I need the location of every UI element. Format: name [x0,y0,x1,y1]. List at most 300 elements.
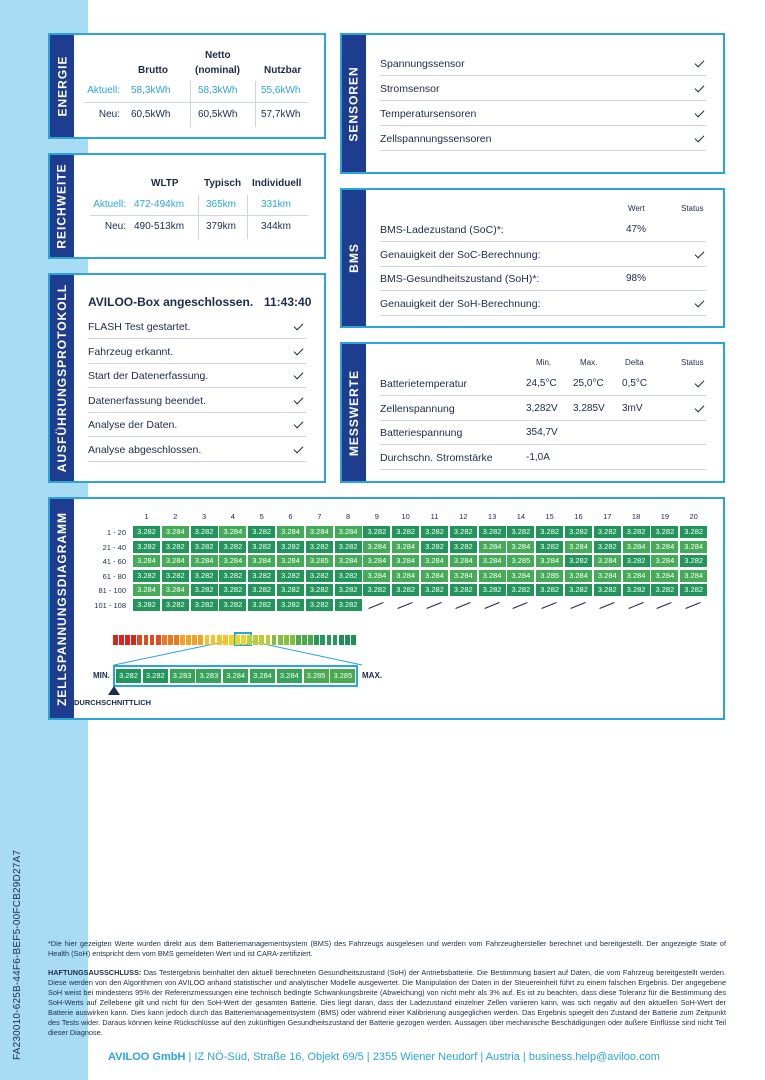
cell-voltage: 3.284 [162,584,189,596]
protokoll-card [48,273,326,483]
cell-voltage: 3.284 [507,541,534,553]
gradient-segment [339,635,344,645]
cell-voltage: 3.284 [651,541,678,553]
grid-column-label: 13 [487,512,497,521]
cell-voltage: 3.282 [680,555,707,567]
empty-cell-mark [599,602,614,609]
divider [380,241,706,242]
cell-voltage: 3.282 [565,584,592,596]
zellspannung-tab: ZELLSPANNUNGSDIAGRAMM [50,499,74,718]
check-icon [695,378,705,388]
cell-voltage: 3.284 [536,555,563,567]
energie-header-netto-1: Netto [205,50,231,61]
bms-header-status: Status [681,204,704,213]
protokoll-heading: AVILOO-Box angeschlossen. [88,295,254,309]
messwert-min: 354,7V [526,427,558,438]
gradient-segment [144,635,149,645]
empty-cell-mark [657,602,672,609]
legend-cell: 3.284 [223,669,248,683]
gradient-segment [351,635,356,645]
cell-voltage: 3.282 [507,526,534,538]
sensor-item: Spannungssensor [380,58,465,70]
reichweite-neu-wltp: 490-513km [134,221,185,232]
divider [198,195,199,239]
cell-voltage: 3.284 [392,541,419,553]
gradient-segment [186,635,191,645]
footer-disclaimer [48,968,726,1038]
messwert-row-label: Durchschn. Stromstärke [380,451,493,464]
grid-column-label: 14 [516,512,526,521]
grid-row-label: 61 - 80 [102,571,126,581]
divider [380,469,706,470]
reichweite-neu-individuell: 344km [261,221,292,232]
protokoll-item: Analyse abgeschlossen. [88,443,202,456]
cell-voltage: 3.284 [162,555,189,567]
messwert-row-label: Batteriespannung [380,427,463,439]
check-icon [294,443,304,453]
cell-voltage: 3.282 [479,584,506,596]
divider [84,102,308,103]
legend-cell: 3.285 [330,669,355,683]
cell-voltage: 3.284 [565,570,592,582]
grid-column-label: 20 [689,512,698,521]
sensor-item: Temperatursensoren [380,108,477,120]
protokoll-item: Datenerfassung beendet. [88,394,206,407]
check-icon [695,402,705,412]
reichweite-row-aktuell-label: Aktuell: [93,199,126,210]
divider [255,81,256,127]
check-icon [695,133,705,143]
gradient-segment [266,635,271,645]
divider [90,215,308,216]
divider [380,125,706,126]
cell-voltage: 3.282 [306,584,333,596]
empty-cell-mark [398,602,413,609]
cell-voltage: 3.282 [536,526,563,538]
gradient-segment [320,635,325,645]
gradient-segment [308,635,313,645]
cell-voltage: 3.282 [162,541,189,553]
check-icon [294,345,304,355]
cell-voltage: 3.282 [191,570,218,582]
cell-voltage: 3.284 [133,584,160,596]
bms-row-label: BMS-Gesundheitszustand (SoH)*: [380,273,540,285]
cell-voltage: 3.282 [594,584,621,596]
cell-voltage: 3.282 [335,570,362,582]
legend-cell: 3.283 [170,669,195,683]
gradient-segment [235,635,240,645]
gradient-segment [247,635,252,645]
cell-voltage: 3.284 [363,555,390,567]
cell-voltage: 3.284 [277,526,304,538]
reichweite-aktuell-wltp: 472-494km [134,199,185,210]
cell-voltage: 3.284 [450,570,477,582]
sensoren-tab: SENSOREN [342,35,366,172]
grid-row-label: 101 - 108 [94,601,126,610]
cell-voltage: 3.282 [219,599,246,611]
energie-header-nutzbar: Nutzbar [264,65,302,76]
cell-voltage: 3.282 [536,584,563,596]
divider [88,461,306,462]
cell-voltage: 3.282 [248,584,275,596]
cell-voltage: 3.282 [133,526,160,538]
grid-row-label: 81 - 100 [98,586,126,596]
cell-voltage: 3.282 [306,541,333,553]
gradient-segment [113,635,118,645]
gradient-segment [125,635,130,645]
cell-voltage: 3.284 [392,570,419,582]
check-icon [695,297,705,307]
bms-row-value: 47% [626,224,647,235]
gradient-segment [290,635,295,645]
legend-max-label: MAX. [362,671,382,680]
cell-voltage: 3.282 [363,584,390,596]
cell-voltage: 3.282 [277,584,304,596]
gradient-segment [150,635,155,645]
cell-voltage: 3.282 [219,570,246,582]
cell-voltage: 3.282 [335,599,362,611]
cell-voltage: 3.282 [680,526,707,538]
cell-voltage: 3.284 [191,555,218,567]
cell-voltage: 3.284 [421,570,448,582]
cell-voltage: 3.282 [248,599,275,611]
gradient-segment [284,635,289,645]
cell-voltage: 3.282 [536,541,563,553]
bms-card [340,188,725,328]
reichweite-tab: REICHWEITE [50,155,74,257]
empty-cell-mark [426,602,441,609]
empty-cell-mark [542,602,557,609]
cell-voltage: 3.282 [565,555,592,567]
check-icon [294,419,304,429]
divider [380,395,706,396]
grid-row-label: 21 - 40 [102,542,126,552]
average-marker-icon [108,686,120,695]
cell-voltage: 3.284 [450,555,477,567]
divider [380,444,706,445]
messwerte-header-status: Status [681,358,704,367]
reichweite-aktuell-typisch: 365km [206,199,237,210]
messwerte-card [340,342,725,483]
cell-voltage: 3.284 [594,555,621,567]
grid-column-label: 6 [288,512,293,521]
empty-cell-mark [455,602,470,609]
protokoll-item: FLASH Test gestartet. [88,321,191,333]
gradient-segment [198,635,203,645]
cell-voltage: 3.282 [651,526,678,538]
gradient-segment [223,635,228,645]
bms-row-label: Genauigkeit der SoC-Berechnung: [380,248,541,261]
protokoll-item: Start der Datenerfassung. [88,370,209,382]
gradient-segment [333,635,338,645]
grid-column-label: 8 [346,512,351,521]
sensoren-card [340,33,725,174]
cell-voltage: 3.282 [450,584,477,596]
cell-voltage: 3.284 [680,541,707,553]
cell-voltage: 3.282 [335,541,362,553]
cell-voltage: 3.282 [507,584,534,596]
gradient-segment [162,635,167,645]
divider [380,75,706,76]
check-icon [294,394,304,404]
cell-voltage: 3.282 [623,555,650,567]
grid-column-label: 5 [259,512,264,521]
gradient-segment [131,635,136,645]
divider [380,150,706,151]
reichweite-header-individuell: Individuell [252,178,302,189]
empty-cell-mark [513,602,528,609]
cell-voltage: 3.284 [651,555,678,567]
gradient-segment [253,635,258,645]
messwerte-tab: MESSWERTE [342,344,366,481]
empty-cell-mark [570,602,585,609]
divider [380,100,706,101]
gradient-segment [296,635,301,645]
cell-voltage: 3.284 [680,570,707,582]
grid-column-label: 3 [202,512,207,521]
cell-voltage: 3.284 [219,526,246,538]
messwerte-header-max: Max. [580,358,598,367]
divider [380,266,706,267]
gradient-segment [229,635,234,645]
cell-voltage: 3.282 [594,526,621,538]
cell-voltage: 3.282 [479,526,506,538]
disclaimer-text: Das Testergebnis beinhaltet den aktuell berechneten Gesundheitszustand (SoH) der Antriebsbatterie. Die Bestimmung basiert auf Daten, die vom Fahrzeug bereitgestellt werden. Diese werden von den Algorithmen von AVILOO anhand statistischer und analytischer Modelle ausgewertet. Die Manipulation der Daten in der Steuereinheit führt zu einem falschen Ergebnis. Der angegebene SoH weist bei mindestens 95% der Referenzmessungen eine technisch bedingte Schwankungsbreite (Abweichung) von nicht mehr als 3% auf. Es ist zu beachten, dass diese Toleranz für die Bestimmung des SoH-Werts auf Zellebene gilt und nicht für den SoH-Wert der gesamten Batterie. Dies liegt daran, dass der Ladezustand einzelner Zellen variieren kann, was sich negativ auf den aktuellen SoH-Wert der Batterie auswirken kann. Dies kann jedoch durch das Batteriemanagementsystem (BMS) oder während einer Kalibrierung ausgeglichen werden. Das Ergebnis spiegelt den Zustand der Batterie zum Zeitpunkt des Tests wider. Daraus können keine Rückschlüsse auf den zukünftigen Gesundheitszustand der Batterie gezogen werden. Aussagen über mechanische Beschädigungen oder äußere Einflüsse sind nicht Teil dieser Diagnose. [48,968,727,1037]
reichweite-header-wltp: WLTP [151,178,179,189]
grid-column-label: 18 [631,512,641,521]
legend-cell: 3.282 [116,669,141,683]
cell-voltage: 3.282 [421,584,448,596]
messwert-max: 25,0°C [573,378,604,389]
energie-row-aktuell-label: Aktuell: [87,85,120,96]
divider [190,81,191,127]
gradient-segment [192,635,197,645]
grid-column-label: 12 [459,512,468,521]
empty-cell-mark [686,602,701,609]
empty-cell-mark [369,602,384,609]
divider [380,290,706,291]
grid-column-label: 15 [545,512,554,521]
cell-voltage: 3.282 [335,584,362,596]
gradient-segment [217,635,222,645]
divider [380,315,706,316]
cell-voltage: 3.282 [219,584,246,596]
cell-voltage: 3.282 [219,541,246,553]
reichweite-neu-typisch: 379km [206,221,237,232]
disclaimer-title: HAFTUNGSAUSSCHLUSS: [48,968,142,977]
energie-neu-netto: 60,5kWh [198,109,238,120]
grid-column-label: 7 [317,512,322,521]
messwert-row-label: Batterietemperatur [380,378,467,390]
messwert-delta: 3mV [622,402,643,414]
document-id: FA230010-625B-44F6-BEF5-00FCB29D27A7 [12,849,23,1060]
bms-row-label: Genauigkeit der SoH-Berechnung: [380,297,541,310]
empty-cell-mark [628,602,643,609]
cell-voltage: 3.282 [191,599,218,611]
cell-voltage: 3.284 [363,570,390,582]
cell-voltage: 3.284 [162,526,189,538]
protokoll-tab: AUSFÜHRUNGSPROTOKOLL [50,275,74,481]
messwert-min: 3,282V [526,402,558,414]
check-icon [695,248,705,258]
messwert-min: -1,0A [526,451,550,463]
cell-voltage: 3.284 [623,541,650,553]
cell-voltage: 3.282 [277,599,304,611]
divider [380,420,706,421]
cell-voltage: 3.282 [594,541,621,553]
cell-voltage: 3.282 [133,570,160,582]
cell-voltage: 3.284 [507,570,534,582]
energie-tab: ENERGIE [50,35,74,137]
legend-cell: 3.285 [304,669,329,683]
legend-cell: 3.282 [143,669,168,683]
cell-voltage: 3.284 [421,555,448,567]
messwert-row-label: Zellenspannung [380,402,455,415]
cell-voltage: 3.282 [277,570,304,582]
gradient-segment [137,635,142,645]
sensor-item: Zellspannungssensoren [380,133,492,145]
energie-aktuell-brutto: 58,3kWh [131,85,171,96]
bms-row-label: BMS-Ladezustand (SoC)*: [380,224,504,236]
messwerte-header-min: Min. [536,358,552,367]
divider [88,338,306,339]
empty-cell-mark [484,602,499,609]
bms-tab: BMS [342,190,366,326]
grid-column-label: 16 [574,512,583,521]
messwerte-header-delta: Delta [625,358,644,367]
cell-voltage: 3.282 [392,584,419,596]
energie-aktuell-nutzbar: 55,6kWh [261,85,301,96]
protokoll-item: Fahrzeug erkannt. [88,345,174,358]
cell-voltage: 3.284 [133,555,160,567]
footer-address [108,1051,660,1063]
cell-voltage: 3.284 [565,541,592,553]
protokoll-item: Analyse der Daten. [88,419,178,431]
energie-header-netto-2: (nominal) [195,65,240,76]
cell-voltage: 3.284 [479,570,506,582]
messwert-delta: 0,5°C [622,378,648,389]
cell-voltage: 3.282 [162,570,189,582]
cell-voltage: 3.282 [392,526,419,538]
gradient-segment [259,635,264,645]
gradient-segment [174,635,179,645]
reichweite-header-typisch: Typisch [204,178,242,189]
gradient-segment [272,635,277,645]
cell-voltage: 3.282 [421,526,448,538]
divider [88,387,306,388]
grid-column-label: 17 [603,512,612,521]
reichweite-aktuell-individuell: 331km [261,199,292,210]
messwert-max: 3,285V [573,402,605,414]
reichweite-card [48,153,326,259]
gradient-segment [211,635,216,645]
grid-row-label: 1 - 20 [106,528,126,537]
cell-voltage: 3.285 [507,555,534,567]
gradient-segment [156,635,161,645]
cell-voltage: 3.282 [363,526,390,538]
energie-card [48,33,326,139]
cell-voltage: 3.282 [651,584,678,596]
check-icon [695,108,705,118]
cell-voltage: 3.282 [191,526,218,538]
check-icon [294,370,304,380]
footer-note: *Die hier gezeigten Werte wurden direkt aus dem Batteriemanagementsystem (BMS) des Fahrzeugs ausgelesen und werden vom Fahrzeughersteller berechnet und bereitgestellt. Der angezeigte State of Health (SoH) entspricht dem vom BMS gemeldeten Wert und ist CARA-zertifiziert. [48,939,726,958]
energie-neu-nutzbar: 57,7kWh [261,109,301,120]
cell-voltage: 3.284 [651,570,678,582]
protokoll-time: 11:43:40 [264,295,312,309]
cell-voltage: 3.282 [191,541,218,553]
cell-voltage: 3.282 [421,541,448,553]
divider [88,363,306,364]
gradient-segment [119,635,124,645]
divider [88,436,306,437]
cell-voltage: 3.282 [306,599,333,611]
cell-voltage: 3.282 [565,526,592,538]
energie-row-neu-label: Neu: [98,109,120,120]
gradient-segment [205,635,210,645]
gradient-segment [180,635,185,645]
cell-voltage: 3.284 [623,570,650,582]
cell-voltage: 3.284 [363,541,390,553]
cell-voltage: 3.282 [248,541,275,553]
cell-voltage: 3.282 [623,526,650,538]
grid-row-label: 41 - 60 [102,557,126,567]
grid-column-label: 19 [660,512,670,521]
cell-voltage: 3.282 [623,584,650,596]
energie-aktuell-netto: 58,3kWh [198,85,238,96]
check-icon [695,58,705,68]
legend-cell: 3.284 [250,669,275,683]
cell-voltage: 3.284 [248,555,275,567]
grid-column-label: 4 [230,512,235,521]
gradient-segment [168,635,173,645]
cell-voltage: 3.282 [248,570,275,582]
gradient-segment [302,635,307,645]
check-icon [294,321,304,331]
energie-neu-brutto: 60,5kWh [131,109,171,120]
sensor-item: Stromsensor [380,83,440,95]
grid-column-label: 1 [144,512,149,521]
divider [88,412,306,413]
grid-column-label: 2 [173,512,178,521]
energie-header-brutto: Brutto [138,65,168,76]
cell-voltage: 3.282 [277,541,304,553]
grid-column-label: 10 [401,512,410,521]
gradient-segment [345,635,350,645]
cell-voltage: 3.284 [479,541,506,553]
footer-company: AVILOO GmbH [108,1051,186,1063]
cell-voltage: 3.284 [277,555,304,567]
cell-voltage: 3.284 [335,555,362,567]
cell-voltage: 3.282 [248,526,275,538]
grid-column-label: 9 [374,512,379,521]
cell-voltage: 3.285 [306,555,333,567]
legend-cell: 3.284 [277,669,302,683]
footer-address-line: | IZ NÖ-Süd, Straße 16, Objekt 69/5 | 2355 Wiener Neudorf | Austria | business.help@aviloo.com [188,1051,660,1063]
legend-avg-label: DURCHSCHNITTLICH [74,698,152,707]
cell-voltage: 3.284 [392,555,419,567]
bms-header-wert: Wert [628,204,645,213]
legend-cell: 3.283 [196,669,221,683]
check-icon [695,83,705,93]
bms-row-value: 98% [626,273,647,284]
cell-voltage: 3.284 [306,526,333,538]
cell-voltage: 3.285 [536,570,563,582]
legend-min-label: MIN. [93,671,110,680]
gradient-segment [314,635,319,645]
cell-voltage: 3.284 [479,555,506,567]
messwert-min: 24,5°C [526,378,557,389]
